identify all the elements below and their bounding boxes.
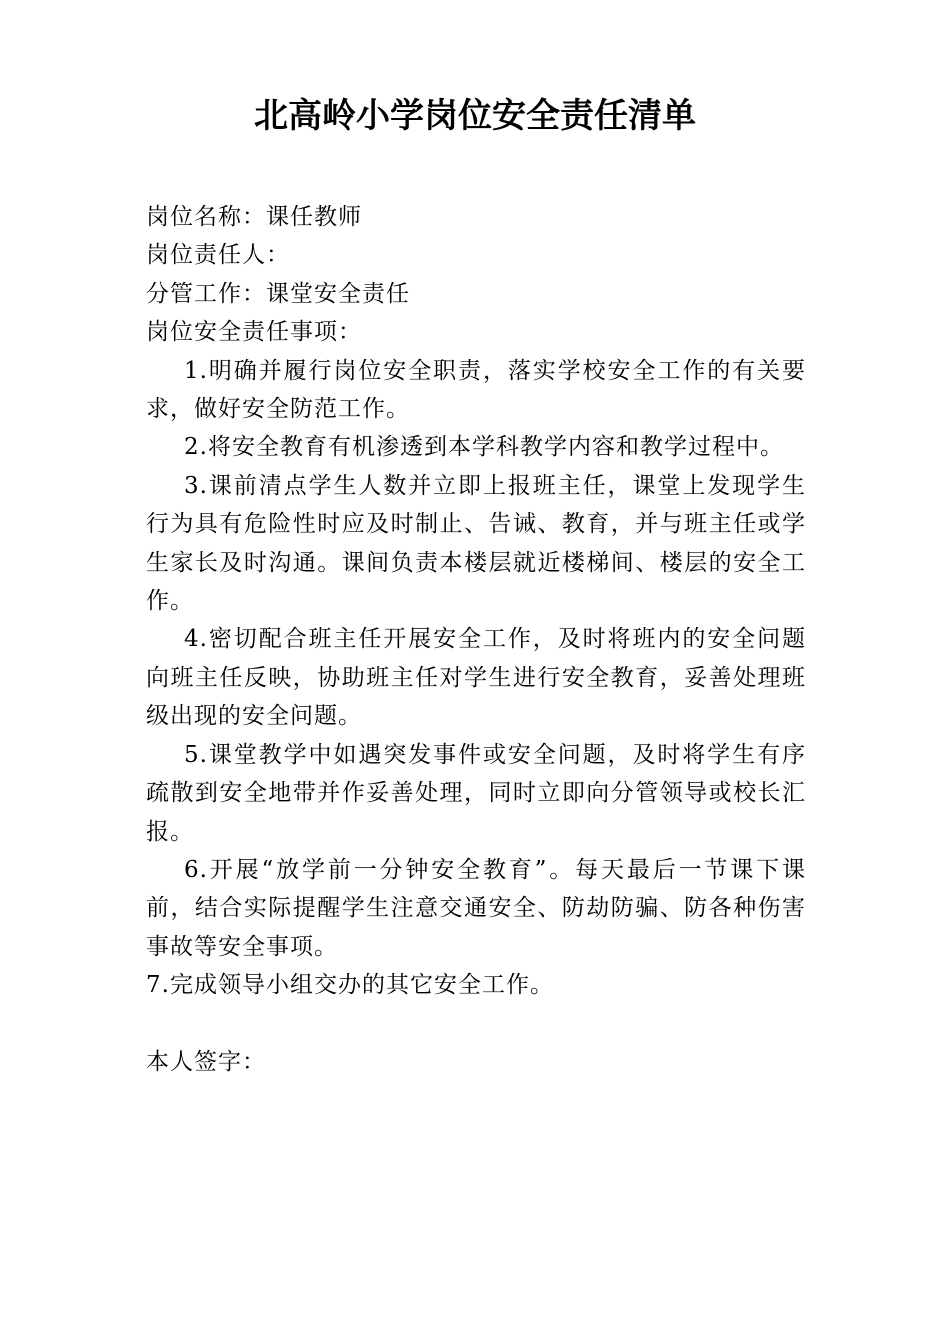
responsibility-item-7: 7.完成领导小组交办的其它安全工作。 bbox=[146, 972, 554, 999]
spacer bbox=[146, 1005, 806, 1043]
post-name-field: 岗位名称：课任教师 bbox=[146, 204, 362, 230]
responsibility-item-6: 6.开展“放学前一分钟安全教育”。每天最后一节课下课前，结合实际提醒学生注意交通安全、防劫防骗、防各种伤害事故等安全事项。 bbox=[146, 856, 806, 960]
document-title: 北高岭小学岗位安全责任清单 bbox=[254, 96, 696, 136]
responsibility-item-2: 2.将安全教育有机渗透到本学科教学内容和教学过程中。 bbox=[184, 434, 784, 461]
division-field: 分管工作：课堂安全责任 bbox=[146, 280, 410, 307]
responsibility-item-4: 4.密切配合班主任开展安全工作，及时将班内的安全问题向班主任反映，协助班主任对学生进行安全教育，妥善处理班级出现的安全问题。 bbox=[146, 626, 806, 730]
signature-label: 本人签字： bbox=[146, 1048, 266, 1075]
document-body bbox=[146, 198, 806, 1081]
responsibility-item-5: 5.课堂教学中如遇突发事件或安全问题，及时将学生有序疏散到安全地带并作妥善处理，同时立即向分管领导或校长汇报。 bbox=[146, 741, 806, 845]
responsibility-item-1: 1.明确并履行岗位安全职责，落实学校安全工作的有关要求，做好安全防范工作。 bbox=[146, 357, 806, 423]
responsibility-item-3: 3.课前清点学生人数并立即上报班主任，课堂上发现学生行为具有危险性时应及时制止、告诫、教育，并与班主任或学生家长及时沟通。课间负责本楼层就近楼梯间、楼层的安全工作。 bbox=[146, 472, 806, 615]
post-owner-field: 岗位责任人： bbox=[146, 242, 290, 269]
items-heading: 岗位安全责任事项： bbox=[146, 319, 362, 346]
